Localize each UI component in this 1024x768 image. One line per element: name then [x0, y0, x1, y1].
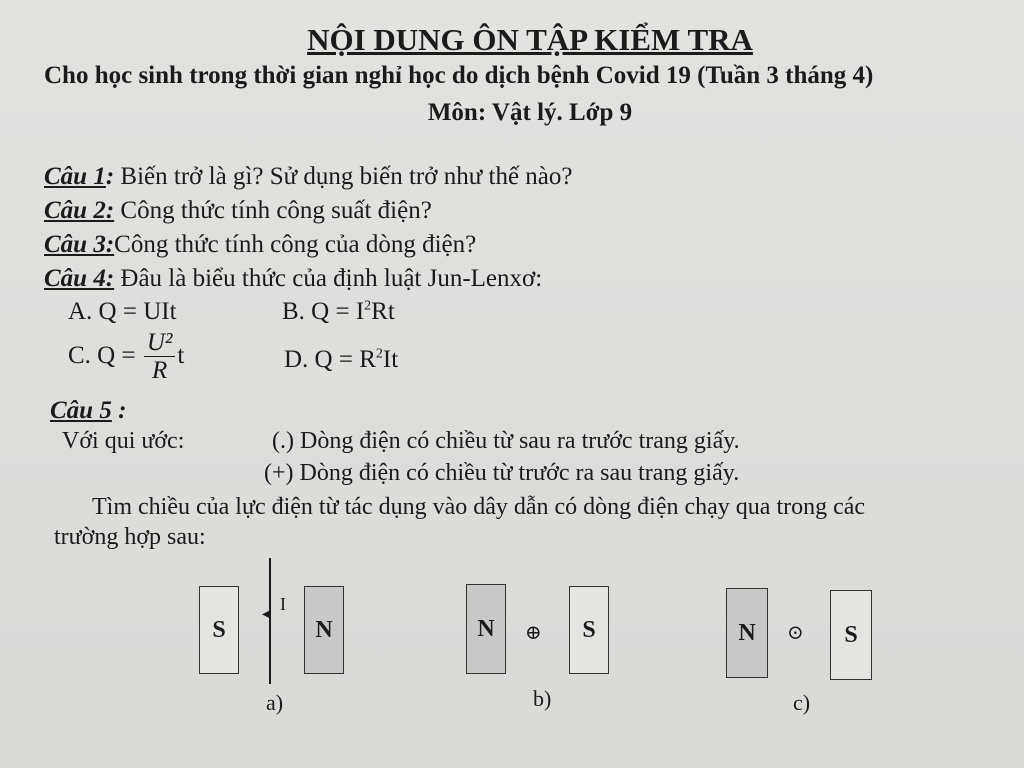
question-1-label: Câu 1: [44, 163, 106, 190]
fig-c-left-magnet: N: [726, 588, 768, 678]
question-2-label: Câu 2:: [44, 197, 115, 224]
question-2-text: Công thức tính công suất điện?: [114, 197, 432, 224]
question-2: [44, 197, 432, 225]
task-line-2: trường hợp sau:: [54, 524, 206, 550]
fig-b-plus-circle-icon: ⊕: [525, 622, 542, 644]
question-4-label: Câu 4:: [44, 265, 115, 292]
fig-c-caption: c): [793, 690, 811, 715]
option-d: D. $Q = R^2It$: [284, 346, 399, 373]
question-4-text: Đâu là biểu thức của định luật Jun-Lenxơ:: [114, 265, 543, 292]
convention-label: Với qui ước:: [62, 428, 185, 454]
page-title: NỘI DUNG ÔN TẬP KIỂM TRA: [307, 22, 753, 57]
fig-b-caption: b): [533, 686, 552, 711]
fig-a-arrow-icon: ◂: [262, 607, 270, 622]
convention-dot: (.) Dòng điện có chiều từ sau ra trước trang giấy.: [272, 428, 740, 454]
subject-line: Môn: Vật lý. Lớp 9: [427, 99, 633, 126]
option-b: B. $Q = I^2Rt$: [282, 298, 395, 325]
fig-b-right-magnet: S: [569, 586, 609, 674]
fig-a-left-magnet: S: [199, 586, 239, 674]
question-1-text: Biến trở là gì? Sử dụng biến trở như thế nào?: [114, 163, 573, 190]
question-5: Câu 5 :: [50, 397, 127, 424]
fig-a-caption: a): [266, 690, 284, 715]
option-a: A. Q = UIt: [68, 298, 177, 325]
convention-plus: (+) Dòng điện có chiều từ trước ra sau trang giấy.: [264, 460, 740, 486]
task-line-1: Tìm chiều của lực điện từ tác dụng vào dây dẫn có dòng điện chạy qua trong các: [92, 494, 866, 520]
fig-c-right-magnet: S: [830, 590, 872, 680]
question-4: [44, 265, 542, 293]
question-3: [44, 231, 476, 259]
fig-a-wire: [269, 558, 271, 684]
fig-c-dot-circle-icon: ⊙: [787, 622, 804, 644]
fig-b-left-magnet: N: [466, 584, 506, 674]
fig-a-current-label: I: [280, 594, 286, 614]
page-subtitle: Cho học sinh trong thời gian nghỉ học do dịch bệnh Covid 19 (Tuần 3 tháng 4): [44, 62, 874, 89]
question-3-text: Công thức tính công của dòng điện?: [114, 231, 477, 258]
question-1: Câu 1: Biến trở là gì? Sử dụng biến trở như thế nào?: [44, 163, 573, 190]
fig-a-right-magnet: N: [304, 586, 344, 674]
option-c: C. Q = $\frac{\text{U²}}{R}$ t: [68, 329, 185, 384]
fraction-u2-over-r: $\frac{\text{U²}}{R}$: [144, 330, 176, 385]
question-3-label: Câu 3:: [44, 231, 115, 258]
question-5-label: Câu 5: [50, 397, 112, 424]
